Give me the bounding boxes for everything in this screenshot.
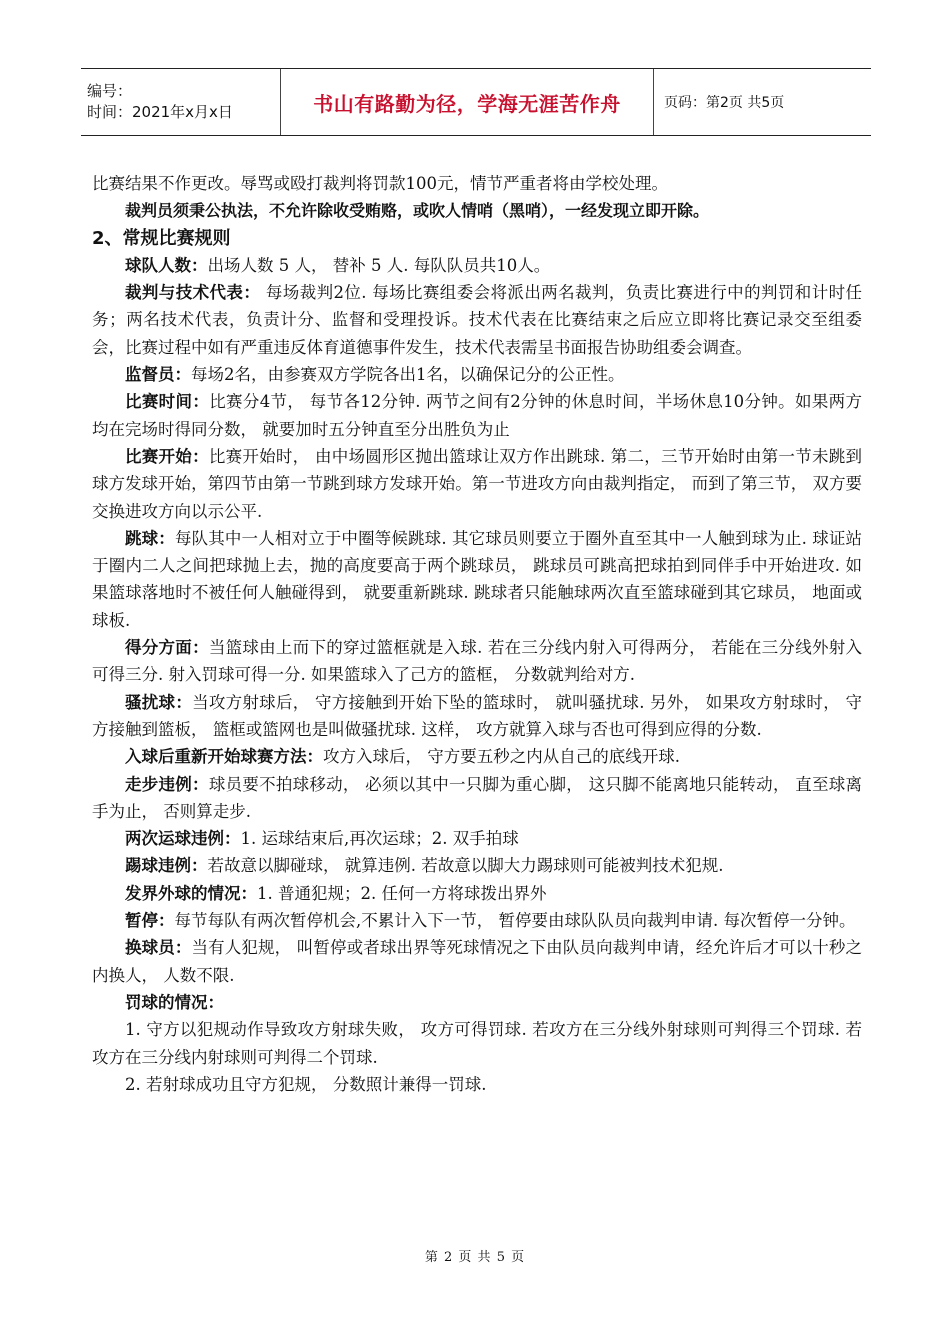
rules-list xyxy=(92,252,862,1016)
rule-label: 监督员： xyxy=(125,365,191,385)
time-label: 时间：2021年x月x日 xyxy=(87,103,233,121)
rule-text: 当攻方射球后， 守方接触到开始下坠的篮球时， 就叫骚扰球. 另外， 如果攻方射球时， 守方接触到篮板， 篮框或篮网也是叫做骚扰球. 这样， 攻方就算入球与否也可得到应得的分数. xyxy=(92,692,862,739)
rule-paragraph xyxy=(92,771,862,826)
header-motto: 书山有路勤为径，学海无涯苦作舟 xyxy=(313,91,621,116)
number-label: 编号： xyxy=(87,82,133,100)
section-title: 2、常规比赛规则 xyxy=(92,227,231,249)
rule-paragraph xyxy=(92,525,862,634)
rule-label: 比赛时间： xyxy=(125,392,210,412)
rule-label: 罚球的情况： xyxy=(125,992,224,1012)
rule-label: 发界外球的情况： xyxy=(125,883,257,903)
rule-text: 1. 普通犯规；2. 任何一方将球拨出界外 xyxy=(257,883,547,903)
document-body xyxy=(92,170,862,1098)
header-meta xyxy=(81,69,281,135)
free-throw-list xyxy=(92,1016,862,1098)
rule-label: 走步违例： xyxy=(125,774,209,794)
rule-text: 1. 运球结束后,再次运球；2. 双手拍球 xyxy=(240,829,519,849)
rule-label: 踢球违例： xyxy=(125,856,208,876)
rule-paragraph xyxy=(92,252,862,279)
rule-paragraph xyxy=(92,852,862,879)
rule-text: 球员要不拍球移动， 必须以其中一只脚为重心脚， 这只脚不能离地只能转动， 直至球离手为止， 否则算走步. xyxy=(92,774,862,821)
header-page-code: 页码：第2页 共5页 xyxy=(664,95,785,111)
rule-text: 出场人数 5 人， 替补 5 人. 每队队员共10人。 xyxy=(207,255,551,275)
rule-text: 每场2名，由参赛双方学院各出1名，以确保记分的公正性。 xyxy=(191,365,625,385)
rule-label: 换球员： xyxy=(125,938,192,958)
rule-text: 每节每队有两次暂停机会,不累计入下一节， 暂停要由球队队员向裁判申请. 每次暂停一分钟。 xyxy=(174,911,856,931)
rule-paragraph xyxy=(92,743,862,770)
free-throw-item: 2. 若射球成功且守方犯规， 分数照计兼得一罚球. xyxy=(125,1074,487,1094)
rule-label: 球队人数： xyxy=(125,255,208,275)
rule-label: 裁判与技术代表： xyxy=(125,283,261,303)
rule-paragraph xyxy=(92,825,862,852)
rule-label: 得分方面： xyxy=(125,638,209,658)
page-header xyxy=(81,68,871,136)
rule-label: 入球后重新开始球赛方法： xyxy=(125,747,323,767)
rule-paragraph xyxy=(92,689,862,744)
rule-paragraph xyxy=(92,989,862,1016)
rule-text: 比赛开始时， 由中场圆形区抛出篮球让双方作出跳球. 第二，三节开始时由第一节未跳到球方发球开始，第四节由第一节跳到球方发球开始。第一节进攻方向由裁判指定， 而到了第三节， 双方要交换进攻方向以示公平. xyxy=(92,446,862,521)
rule-text: 攻方入球后， 守方要五秒之内从自己的底线开球. xyxy=(323,747,680,767)
rule-text: 当有人犯规， 叫暂停或者球出界等死球情况之下由队员向裁判申请，经允许后才可以十秒之内换人， 人数不限. xyxy=(92,938,863,985)
rule-paragraph xyxy=(92,361,862,388)
free-throw-item: 1. 守方以犯规动作导致攻方射球失败， 攻方可得罚球. 若攻方在三分线外射球则可判得三个罚球. 若攻方在三分线内射球则可判得二个罚球. xyxy=(92,1020,862,1067)
rule-text: 比赛分4节， 每节各12分钟. 两节之间有2分钟的休息时间，半场休息10分钟。如果两方均在完场时得同分数， 就要加时五分钟直至分出胜负为止 xyxy=(92,392,862,439)
rule-text: 每场裁判2位. 每场比赛组委会将派出两名裁判，负责比赛进行中的判罚和计时任务；两名技术代表，负责计分、监督和受理投诉。技术代表在比赛结束之后应立即将比赛记录交至组委会，比赛过程中如有严重违反体育道德事件发生，技术代表需呈书面报告协助组委会调查。 xyxy=(92,283,863,357)
intro-bold-paragraph: 裁判员须秉公执法，不允许除收受贿赂，或吹人情哨（黑哨），一经发现立即开除。 xyxy=(125,201,710,221)
rule-paragraph xyxy=(92,907,862,934)
rule-label: 跳球： xyxy=(125,528,175,548)
rule-paragraph xyxy=(92,880,862,907)
rule-paragraph xyxy=(92,634,862,689)
rule-label: 比赛开始： xyxy=(125,446,209,466)
rule-paragraph xyxy=(92,388,862,443)
rule-label: 暂停： xyxy=(125,911,175,931)
page-footer: 第 2 页 共 5 页 xyxy=(424,1250,526,1265)
rule-label: 两次运球违例： xyxy=(125,829,241,849)
rule-text: 若故意以脚碰球， 就算违例. 若故意以脚大力踢球则可能被判技术犯规. xyxy=(207,856,724,876)
intro-paragraph: 比赛结果不作更改。辱骂或殴打裁判将罚款100元，情节严重者将由学校处理。 xyxy=(92,174,668,193)
rule-paragraph xyxy=(92,934,862,989)
rule-text: 每队其中一人相对立于中圈等候跳球. 其它球员则要立于圈外直至其中一人触到球为止. 球证站于圈内二人之间把球抛上去，抛的高度要高于两个跳球员， 跳球员可跳高把球拍到同伴手中开始进攻. 如果篮球落地时不被任何人触碰得到， 就要重新跳球. 跳球者只能触球两次直至篮球碰到其它球员， 地面或球板. xyxy=(92,528,863,630)
rule-label: 骚扰球： xyxy=(125,692,193,712)
rule-text: 当篮球由上而下的穿过篮框就是入球. 若在三分线内射入可得两分， 若能在三分线外射入可得三分. 射入罚球可得一分. 如果篮球入了己方的篮框， 分数就判给对方. xyxy=(92,638,862,685)
header-motto-cell xyxy=(281,69,654,135)
rule-paragraph xyxy=(92,443,862,525)
rule-paragraph xyxy=(92,279,862,361)
